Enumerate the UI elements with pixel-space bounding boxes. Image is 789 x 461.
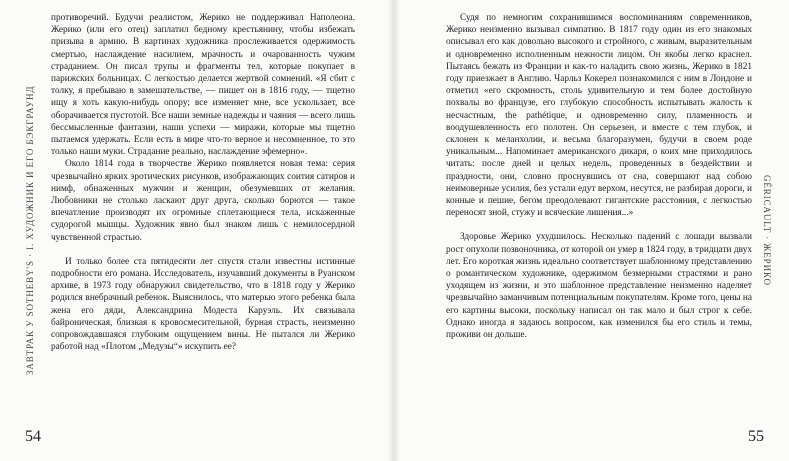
left-page-text xyxy=(51,12,355,353)
paragraph: противоречий. Будучи реалистом, Жерико не поддерживал Наполеона. Жерико (или его отец) заплатил бедному крестьянину, чтобы избежать призыва в армию. В картинах художника прослеживается одержимость смертью, наслаждение насилием, мрачность и очарованность чужим страданием. Он писал трупы и фрагменты тел, которые покупает в парижских больницах. С легкостью делается жертвой сомнений. «Я сбит с толку, я пребываю в замешательстве, — пишет он в 1816 году, — тщетно ищу я хоть какую-нибудь опору; все изменяет мне, все ускользает, все оборачивается пустотой. Все наши земные надежды и чаяния — всего лишь бессмысленные фантазии, наши успехи — миражи, которые мы тщетно пытаемся удержать. Если есть в мире что-то верное и несомненное, то это только наши муки. Страдание реально, наслаждение эфемерно». xyxy=(51,13,355,158)
right-page xyxy=(394,0,789,461)
paragraph: Здоровье Жерико ухудшилось. Несколько падений с лошади вызвали рост опухоли позвоночника, от которой он умер в 1824 году, в тридцати двух лет. Его короткая жизнь идеально соответствует шаблонному представлению о романтическом художнике, одержимом безмерными страстями и рано уходящем из жизни, и это шаблонное представление неизменно наделяет чрезвычайно заманчивым потенциальным покупателям. Кроме того, цены на его картины высоки, поскольку написал он так мало и был строг к себе. Однако иногда я задаюсь вопросом, как изменился бы его стиль и темы, проживи он дольше. xyxy=(446,232,753,341)
right-page-text xyxy=(446,12,752,341)
paragraph: Около 1814 года в творчестве Жерико появляется новая тема: серия чрезвычайно ярких эротических рисунков, изображающих соития сатиров и нимф, обнаженных мужчин и женщин, обезумевших от желания. Любовники не столько ласкают друг друга, сколько борются — такое впечатление производят их огромные сплетающиеся тела, искаженные судорогой мышцы. Художник явно был знаком лишь с немилосердной чувственной страстью. xyxy=(51,159,355,243)
right-page-number: 55 xyxy=(748,428,764,445)
left-page xyxy=(0,0,394,461)
paragraph: И только более ста пятидесяти лет спустя стали известны истинные подробности его романа. Исследователь, изучавший документы в Руанском архиве, в 1973 году обнаружил свидетельство, что в 1818 году у Жерико родился внебрачный ребенок. Выяснилось, что матерью этого ребенка была жена его дяди, Александрина Модеста Каруэль. Их связывала байроническая, близкая к кровосмесительной, бурная страсть, неизменно сопровождавшаяся глубоким ощущением вины. Не пытался ли Жерико работой над «Плотом „Медузы“» искупить ее? xyxy=(51,256,355,353)
paragraph: Судя по немногим сохранившимся воспоминаниям современников, Жерико неизменно вызывал симпатию. В 1817 году один из его знакомых описывал его как довольно высокого и стройного, с живым, выразительным и одновременно исполненным нежности лицом. Он якобы легко краснел. Пытаясь бежать из Франции и как-то наладить свою жизнь, Жерико в 1821 году приезжает в Англию. Чарльз Кокерел познакомился с ним в Лондоне и отметил «его скромность, столь удивительную и тем более достойную похвалы во французе, его глубокую способность испытывать жалость к несчастным, the pathétique, и одновременно силу, пламенность и воодушевленность его полотен. Он серьезен, и вместе с тем глубок, и склонен к меланхолии, и весьма благоразумен, будучи в своем роде уникальным... Напоминает американского дикаря, о коих мне приходилось читать: после дней и целых недель, проведенных в бездействии и праздности, они, словно проснувшись от сна, совершают над собою неимоверные усилия, без устали едут верхом, несутся, не разбирая дороги, и конные и пешие, бегом преодолевают гигантские расстояния, с легкостью переносят зной, стужу и всяческие лишения...» xyxy=(446,13,752,219)
book-gutter xyxy=(388,0,400,461)
left-running-head: ЗАВТРАК У SOTHEBY'S · I. ХУДОЖНИК И ЕГО БЭКГРАУНД xyxy=(25,85,35,376)
right-running-head: GÉRICAULT · ЖЕРИКО xyxy=(762,174,772,287)
left-page-number: 54 xyxy=(25,428,41,445)
